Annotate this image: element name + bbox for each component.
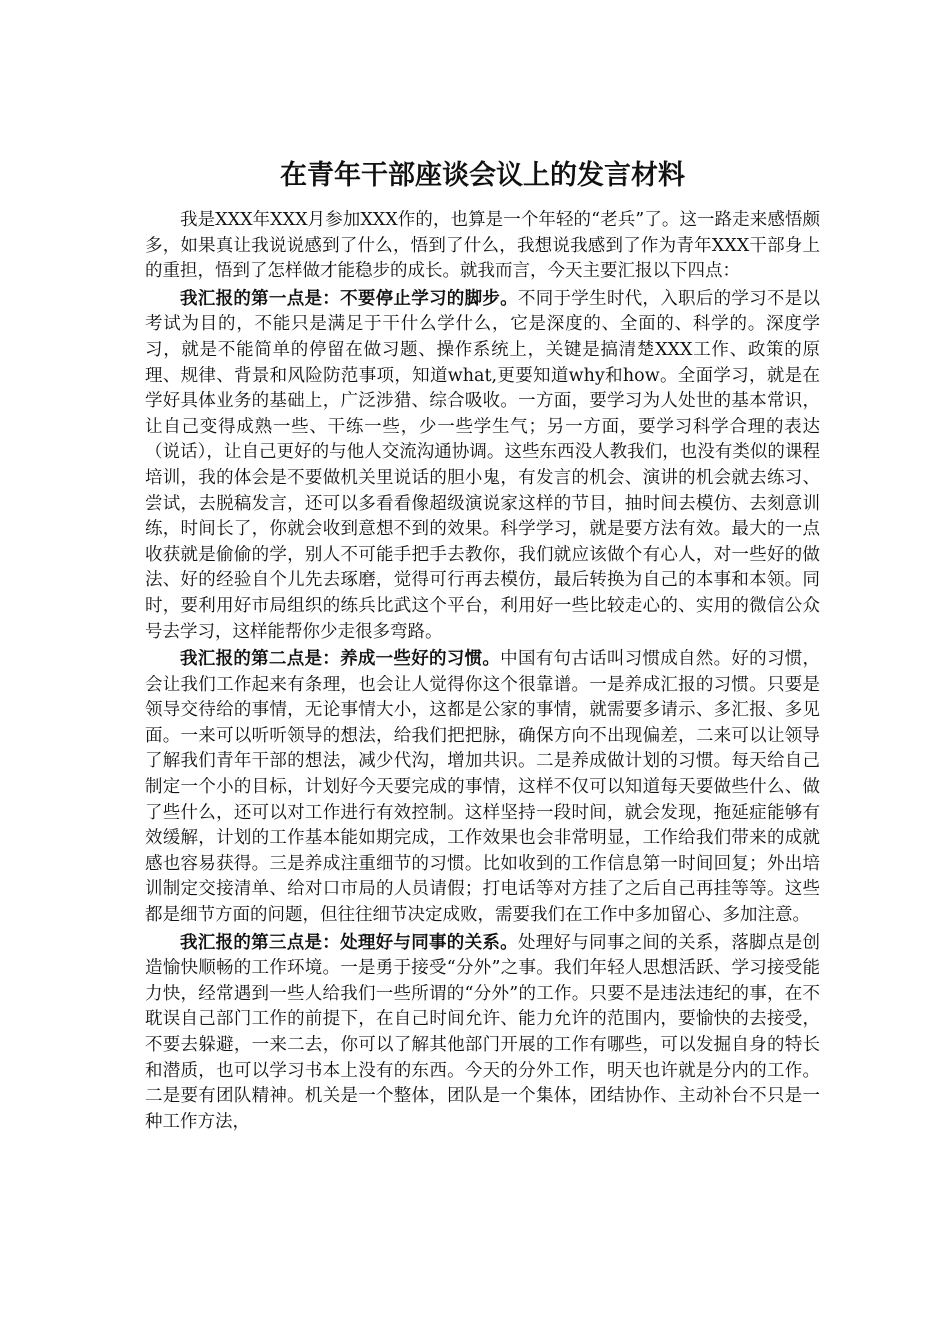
paragraph-text: 处理好与同事之间的关系，落脚点是创造愉快顺畅的工作环境。一是勇于接受“分外”之事。我们年轻人思想活跃、学习接受能力快，经常遇到一些人给我们一些所谓的“分外”的工作。只要不是违法违纪的事，在不耽误自己部门工作的前提下，在自己时间允许、能力允许的范围内，要愉快的去接受，不要去躲避，一来二去，你可以了解其他部门开展的工作有哪些，可以发掘自身的特长和潜质，也可以学习书本上没有的东西。今天的分外工作，明天也许就是分内的工作。二是要有团队精神。机关是一个整体，团队是一个集体，团结协作、主动补台不只是一种工作方法， — [145, 932, 821, 1132]
paragraph-lead: 我汇报的第二点是：养成一些好的习惯。 — [180, 649, 501, 670]
paragraph-intro — [145, 208, 820, 285]
paragraph-point-three — [145, 931, 820, 1136]
paragraph-text: 中国有句古话叫习惯成自然。好的习惯，会让我们工作起来有条理，也会让人觉得你这个很靠谱。一是养成汇报的习惯。只要是领导交待给的事情，无论事情大小，这都是公家的事情，就需要多请示、多汇报、多见面。一来可以听听领导的想法，给我们把把脉，确保方向不出现偏差，二来可以让领导了解我们青年干部的想法，减少代沟，增加共识。二是养成做计划的习惯。每天给自己制定一个小的目标，计划好今天要完成的事情，这样不仅可以知道每天要做些什么、做了些什么，还可以对工作进行有效控制。这样坚持一段时间，就会发现，拖延症能够有效缓解，计划的工作基本能如期完成，工作效果也会非常明显，工作给我们带来的成就感也容易获得。三是养成注重细节的习惯。比如收到的工作信息第一时间回复；外出培训制定交接清单、给对口市局的人员请假；打电话等对方挂了之后自己再挂等等。这些都是细节方面的问题，但往往细节决定成败，需要我们在工作中多加留心、多加注意。 — [145, 649, 821, 926]
paragraph-lead: 我汇报的第三点是：处理好与同事的关系。 — [180, 932, 518, 953]
document-body — [145, 208, 820, 1137]
paragraph-point-two — [145, 647, 820, 929]
document-title: 在青年干部座谈会议上的发言材料 — [280, 160, 685, 191]
paragraph-text: 我是XXX年XXX月参加XXX作的，也算是一个年轻的“老兵”了。这一路走来感悟颇多，如果真让我说说感到了什么，悟到了什么，我想说我感到了作为青年XXX干部身上的重担，悟到了怎样做才能稳步的成长。就我而言，今天主要汇报以下四点： — [145, 210, 820, 282]
paragraph-point-one — [145, 287, 820, 645]
paragraph-text: 不同于学生时代，入职后的学习不是以考试为目的，不能只是满足于干什么学什么，它是深度的、全面的、科学的。深度学习，就是不能简单的停留在做习题、操作系统上，关键是搞清楚XXX工作、政策的原理、规律、背景和风险防范事项，知道what,更要知道why和how。全面学习，就是在学好具体业务的基础上，广泛涉猎、综合吸收。一方面，要学习为人处世的基本常识，让自己变得成熟一些、干练一些，少一些学生气；另一方面，要学习科学合理的表达（说话），让自己更好的与他人交流沟通协调。这些东西没人教我们，也没有类似的课程培训，我的体会是不要做机关里说话的胆小鬼，有发言的机会、演讲的机会就去练习、尝试，去脱稿发言，还可以多看看像超级演说家这样的节目，抽时间去模仿、去刻意训练，时间长了，你就会收到意想不到的效果。科学学习，就是要方法有效。最大的一点收获就是偷偷的学，别人不可能手把手去教你，我们就应该做个有心人，对一些好的做法、好的经验自个儿先去琢磨，觉得可行再去模仿，最后转换为自己的本事和本领。同时，要利用好市局组织的练兵比武这个平台，利用好一些比较走心的、实用的微信公众号去学习，这样能帮你少走很多弯路。 — [145, 288, 821, 642]
paragraph-lead: 我汇报的第一点是：不要停止学习的脚步。 — [180, 288, 518, 309]
